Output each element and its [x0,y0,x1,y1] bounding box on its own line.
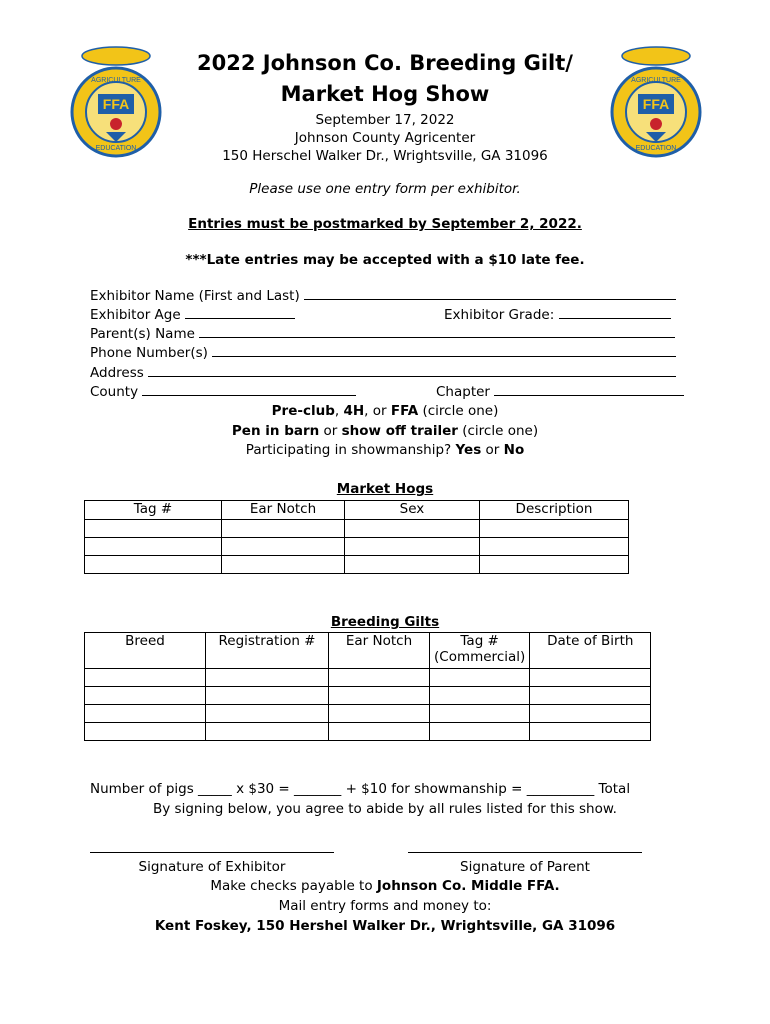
pre-club-option[interactable]: Pre-club [271,403,335,419]
parent-signature-label: Signature of Parent [460,859,590,875]
col-breed: Breed [85,633,206,669]
col-tag: Tag # [85,501,222,520]
yes-option[interactable]: Yes [455,442,482,458]
table-row[interactable] [85,687,651,705]
parents-name-label: Parent(s) Name [90,326,195,342]
title-line-2: Market Hog Show [280,82,490,106]
show-date: September 17, 2022 [315,112,455,128]
col-tag: Tag # (Commercial) [430,633,530,669]
table-header-row [85,501,629,520]
exhibitor-grade-field[interactable] [444,306,671,323]
checks-payable-line: Make checks payable to Johnson Co. Middle FFA. [210,878,560,894]
exhibitor-age-field[interactable] [90,306,295,323]
title-line-1: 2022 Johnson Co. Breeding Gilt/ [197,51,573,75]
svg-text:AGRICULTURE: AGRICULTURE [91,77,141,84]
table-row[interactable] [85,538,629,556]
col-sex: Sex [345,501,480,520]
showmanship-choice: Participating in showmanship? Yes or No [245,442,525,458]
show-venue: Johnson County Agricenter [294,130,476,146]
deadline-note: Entries must be postmarked by September 2, 2022. [188,216,582,232]
table-row[interactable] [85,705,651,723]
table-row[interactable] [85,669,651,687]
mail-instructions: Mail entry forms and money to: [278,898,492,914]
address-field[interactable] [90,364,676,381]
exhibitor-name-field[interactable] [90,287,676,304]
exhibitor-signature-line[interactable] [90,852,334,853]
svg-text:EDUCATION: EDUCATION [95,145,137,152]
col-registration: Registration # [206,633,329,669]
show-address: 150 Herschel Walker Dr., Wrightsville, GA 31096 [222,148,548,164]
breeding-gilts-table [84,632,651,741]
county-field[interactable] [90,383,356,400]
chapter-label: Chapter [436,384,490,400]
chapter-field[interactable] [436,383,684,400]
market-hogs-table [84,500,629,574]
breeding-gilts-heading: Breeding Gilts [330,614,440,630]
commercial-note: (Commercial) [434,649,526,665]
svg-text:AGRICULTURE: AGRICULTURE [631,77,681,84]
phone-field[interactable] [90,344,676,361]
agreement-text: By signing below, you agree to abide by all rules listed for this show. [153,801,617,817]
col-ear-notch: Ear Notch [222,501,345,520]
exhibitor-signature-label: Signature of Exhibitor [138,859,286,875]
parent-signature-line[interactable] [408,852,642,853]
late-fee-note: ***Late entries may be accepted with a $10 late fee. [185,252,585,268]
col-date-of-birth: Date of Birth [530,633,651,669]
exhibitor-name-label: Exhibitor Name (First and Last) [90,288,300,304]
payee-name: Johnson Co. Middle FFA. [376,878,560,894]
market-hogs-heading: Market Hogs [336,481,434,497]
col-description: Description [480,501,629,520]
address-label: Address [90,365,144,381]
club-choice: Pre-club, 4H, or FFA (circle one) [271,403,499,419]
exhibitor-grade-label: Exhibitor Grade: [444,307,555,323]
mail-to-address: Kent Foskey, 150 Hershel Walker Dr., Wrightsville, GA 31096 [154,918,616,934]
svg-text:FFA: FFA [642,96,670,112]
table-row[interactable] [85,723,651,741]
table-row[interactable] [85,520,629,538]
county-label: County [90,384,139,400]
show-off-trailer-option[interactable]: show off trailer [341,423,458,439]
table-row[interactable] [85,556,629,574]
4h-option[interactable]: 4H [343,403,365,419]
pen-choice: Pen in barn or show off trailer (circle one) [231,423,539,439]
col-ear-notch: Ear Notch [329,633,430,669]
phone-label: Phone Number(s) [90,345,208,361]
parents-name-field[interactable] [90,325,675,342]
pen-in-barn-option[interactable]: Pen in barn [231,423,320,439]
total-calculation-line[interactable]: Number of pigs _____ x $30 = _______ + $10 for showmanship = __________ Total [90,781,631,797]
ffa-option[interactable]: FFA [390,403,419,419]
one-form-note: Please use one entry form per exhibitor. [249,181,521,197]
svg-text:FFA: FFA [102,96,130,112]
exhibitor-age-label: Exhibitor Age [90,307,181,323]
no-option[interactable]: No [503,442,525,458]
table-header-row [85,633,651,669]
svg-text:EDUCATION: EDUCATION [635,145,677,152]
